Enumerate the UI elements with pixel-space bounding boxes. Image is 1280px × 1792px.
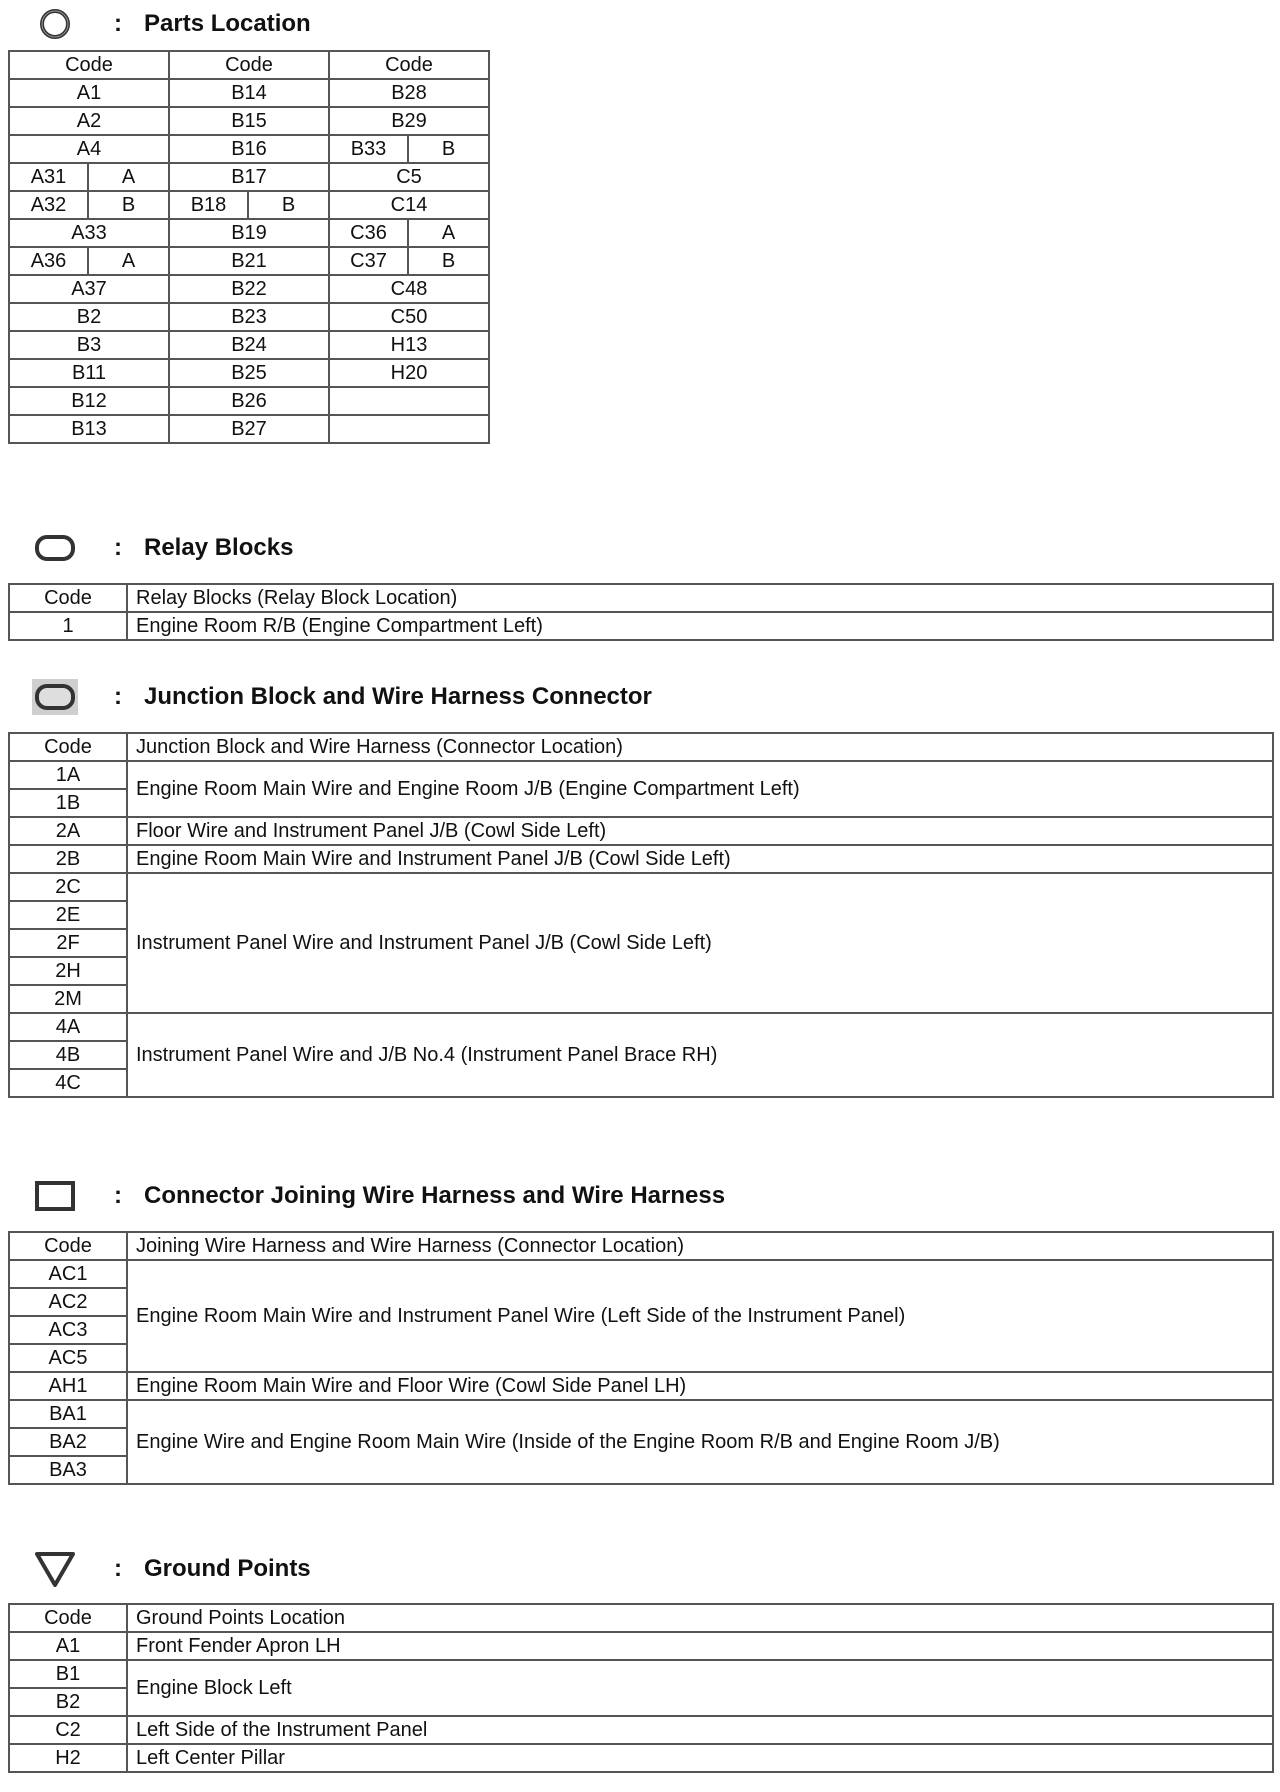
code-cell: 4A xyxy=(9,1013,127,1041)
code-cell: B1 xyxy=(9,1660,127,1688)
code-suffix: A xyxy=(121,166,136,188)
code-cell: C48 xyxy=(329,275,489,303)
table-row xyxy=(9,387,489,415)
code-cell: 2F xyxy=(9,929,127,957)
code-cell: B28 xyxy=(329,79,489,107)
table-row xyxy=(9,331,489,359)
table-row xyxy=(9,1744,1273,1772)
location-description: Engine Room Main Wire and Engine Room J/B (Engine Compartment Left) xyxy=(127,761,1273,817)
parts-location-table xyxy=(8,50,490,444)
table-row xyxy=(9,873,1273,901)
table-row xyxy=(9,247,489,275)
connector-joining-table xyxy=(8,1231,1274,1485)
ground-points-table xyxy=(8,1603,1274,1773)
parts-location-heading xyxy=(30,4,311,44)
circle-icon xyxy=(30,4,80,44)
section-title: Parts Location xyxy=(144,10,311,37)
code-cell: 2H xyxy=(9,957,127,985)
column-header-code: Code xyxy=(9,733,127,761)
junction-block-table xyxy=(8,732,1274,1098)
code-cell xyxy=(329,219,489,247)
table-row xyxy=(9,219,489,247)
location-description: Left Side of the Instrument Panel xyxy=(127,1716,1273,1744)
code-cell xyxy=(9,191,169,219)
table-row xyxy=(9,1013,1273,1041)
code-cell: H20 xyxy=(329,359,489,387)
column-header-code: Code xyxy=(9,584,127,612)
heading-colon: : xyxy=(114,1555,122,1582)
code-value: C37 xyxy=(330,248,409,274)
code-suffix: B xyxy=(121,194,136,216)
table-row xyxy=(9,1632,1273,1660)
table-row xyxy=(9,1400,1273,1428)
code-cell: C50 xyxy=(329,303,489,331)
location-description: Floor Wire and Instrument Panel J/B (Cowl Side Left) xyxy=(127,817,1273,845)
table-row xyxy=(9,845,1273,873)
table-row xyxy=(9,303,489,331)
table-header-row xyxy=(9,1232,1273,1260)
code-cell xyxy=(9,247,169,275)
code-cell xyxy=(329,415,489,443)
code-cell: 1B xyxy=(9,789,127,817)
code-cell: AH1 xyxy=(9,1372,127,1400)
table-row xyxy=(9,1716,1273,1744)
location-description: Engine Room R/B (Engine Compartment Left) xyxy=(127,612,1273,640)
code-cell xyxy=(329,247,489,275)
table-header-row xyxy=(9,733,1273,761)
code-cell: 2E xyxy=(9,901,127,929)
column-header-description: Junction Block and Wire Harness (Connector Location) xyxy=(127,733,1273,761)
table-row xyxy=(9,135,489,163)
connector-joining-heading xyxy=(30,1176,725,1216)
code-cell: AC5 xyxy=(9,1344,127,1372)
code-cell: B13 xyxy=(9,415,169,443)
heading-colon: : xyxy=(114,534,122,561)
code-cell: B2 xyxy=(9,1688,127,1716)
code-cell xyxy=(329,387,489,415)
code-value: B18 xyxy=(170,192,249,218)
heading-colon: : xyxy=(114,683,122,710)
location-description: Engine Block Left xyxy=(127,1660,1273,1716)
code-cell: 2M xyxy=(9,985,127,1013)
table-row xyxy=(9,1660,1273,1688)
column-header: Code xyxy=(9,51,169,79)
location-description: Instrument Panel Wire and Instrument Panel J/B (Cowl Side Left) xyxy=(127,873,1273,1013)
code-value: A32 xyxy=(10,192,89,218)
code-cell: C5 xyxy=(329,163,489,191)
code-cell: C2 xyxy=(9,1716,127,1744)
code-cell: A4 xyxy=(9,135,169,163)
junction-block-heading xyxy=(30,677,652,717)
table-row xyxy=(9,107,489,135)
code-suffix: B xyxy=(281,194,296,216)
code-cell: B23 xyxy=(169,303,329,331)
section-title: Relay Blocks xyxy=(144,534,294,561)
location-description: Left Center Pillar xyxy=(127,1744,1273,1772)
code-cell: BA2 xyxy=(9,1428,127,1456)
location-description: Front Fender Apron LH xyxy=(127,1632,1273,1660)
code-cell: B2 xyxy=(9,303,169,331)
code-cell: A33 xyxy=(9,219,169,247)
code-cell: B22 xyxy=(169,275,329,303)
code-suffix: A xyxy=(121,250,136,272)
code-value: A36 xyxy=(10,248,89,274)
code-cell: H13 xyxy=(329,331,489,359)
section-title: Junction Block and Wire Harness Connector xyxy=(144,683,652,710)
column-header: Code xyxy=(329,51,489,79)
code-cell: B16 xyxy=(169,135,329,163)
code-cell: B27 xyxy=(169,415,329,443)
code-value: A31 xyxy=(10,164,89,190)
code-cell: B17 xyxy=(169,163,329,191)
table-row xyxy=(9,191,489,219)
heading-colon: : xyxy=(114,1182,122,1209)
table-row xyxy=(9,612,1273,640)
triangle-icon xyxy=(30,1549,80,1589)
code-cell: B21 xyxy=(169,247,329,275)
relay-blocks-table xyxy=(8,583,1274,641)
code-cell: 1A xyxy=(9,761,127,789)
code-cell: 2C xyxy=(9,873,127,901)
table-row xyxy=(9,275,489,303)
code-cell: B24 xyxy=(169,331,329,359)
code-cell: B25 xyxy=(169,359,329,387)
code-cell: A1 xyxy=(9,1632,127,1660)
shaded-rounded-rectangle-icon xyxy=(30,677,80,717)
table-row xyxy=(9,817,1273,845)
rounded-rectangle-icon xyxy=(30,528,80,568)
location-description: Engine Room Main Wire and Instrument Panel J/B (Cowl Side Left) xyxy=(127,845,1273,873)
location-description: Engine Room Main Wire and Instrument Panel Wire (Left Side of the Instrument Panel) xyxy=(127,1260,1273,1372)
heading-colon: : xyxy=(114,10,122,37)
code-cell: C14 xyxy=(329,191,489,219)
code-cell: B14 xyxy=(169,79,329,107)
code-value: B33 xyxy=(330,136,409,162)
code-cell xyxy=(329,135,489,163)
table-row xyxy=(9,761,1273,789)
relay-blocks-heading xyxy=(30,528,293,568)
code-suffix: B xyxy=(441,250,456,272)
code-cell: B11 xyxy=(9,359,169,387)
table-header-row xyxy=(9,51,489,79)
code-suffix: B xyxy=(441,138,456,160)
column-header-code: Code xyxy=(9,1232,127,1260)
column-header-description: Ground Points Location xyxy=(127,1604,1273,1632)
rectangle-icon xyxy=(30,1176,80,1216)
location-description: Instrument Panel Wire and J/B No.4 (Instrument Panel Brace RH) xyxy=(127,1013,1273,1097)
table-row xyxy=(9,163,489,191)
code-cell: B15 xyxy=(169,107,329,135)
table-row xyxy=(9,359,489,387)
code-cell: 4C xyxy=(9,1069,127,1097)
code-cell xyxy=(169,191,329,219)
column-header: Code xyxy=(169,51,329,79)
code-cell: B3 xyxy=(9,331,169,359)
code-cell: 1 xyxy=(9,612,127,640)
code-cell: A2 xyxy=(9,107,169,135)
code-cell: 2A xyxy=(9,817,127,845)
table-row xyxy=(9,415,489,443)
code-cell: BA1 xyxy=(9,1400,127,1428)
code-value: C36 xyxy=(330,220,409,246)
code-suffix: A xyxy=(441,222,456,244)
code-cell: B26 xyxy=(169,387,329,415)
code-cell xyxy=(9,163,169,191)
table-header-row xyxy=(9,1604,1273,1632)
code-cell: B19 xyxy=(169,219,329,247)
column-header-description: Relay Blocks (Relay Block Location) xyxy=(127,584,1273,612)
code-cell: H2 xyxy=(9,1744,127,1772)
code-cell: A1 xyxy=(9,79,169,107)
code-cell: AC1 xyxy=(9,1260,127,1288)
table-header-row xyxy=(9,584,1273,612)
section-title: Connector Joining Wire Harness and Wire Harness xyxy=(144,1182,726,1209)
code-cell: AC2 xyxy=(9,1288,127,1316)
table-row xyxy=(9,79,489,107)
table-row xyxy=(9,1372,1273,1400)
code-cell: A37 xyxy=(9,275,169,303)
code-cell: B12 xyxy=(9,387,169,415)
location-description: Engine Wire and Engine Room Main Wire (Inside of the Engine Room R/B and Engine Room J/B) xyxy=(127,1400,1273,1484)
code-cell: AC3 xyxy=(9,1316,127,1344)
code-cell: 2B xyxy=(9,845,127,873)
code-cell: B29 xyxy=(329,107,489,135)
code-cell: BA3 xyxy=(9,1456,127,1484)
column-header-code: Code xyxy=(9,1604,127,1632)
code-cell: 4B xyxy=(9,1041,127,1069)
section-title: Ground Points xyxy=(144,1555,311,1582)
column-header-description: Joining Wire Harness and Wire Harness (Connector Location) xyxy=(127,1232,1273,1260)
location-description: Engine Room Main Wire and Floor Wire (Cowl Side Panel LH) xyxy=(127,1372,1273,1400)
table-row xyxy=(9,1260,1273,1288)
ground-points-heading xyxy=(30,1549,311,1589)
